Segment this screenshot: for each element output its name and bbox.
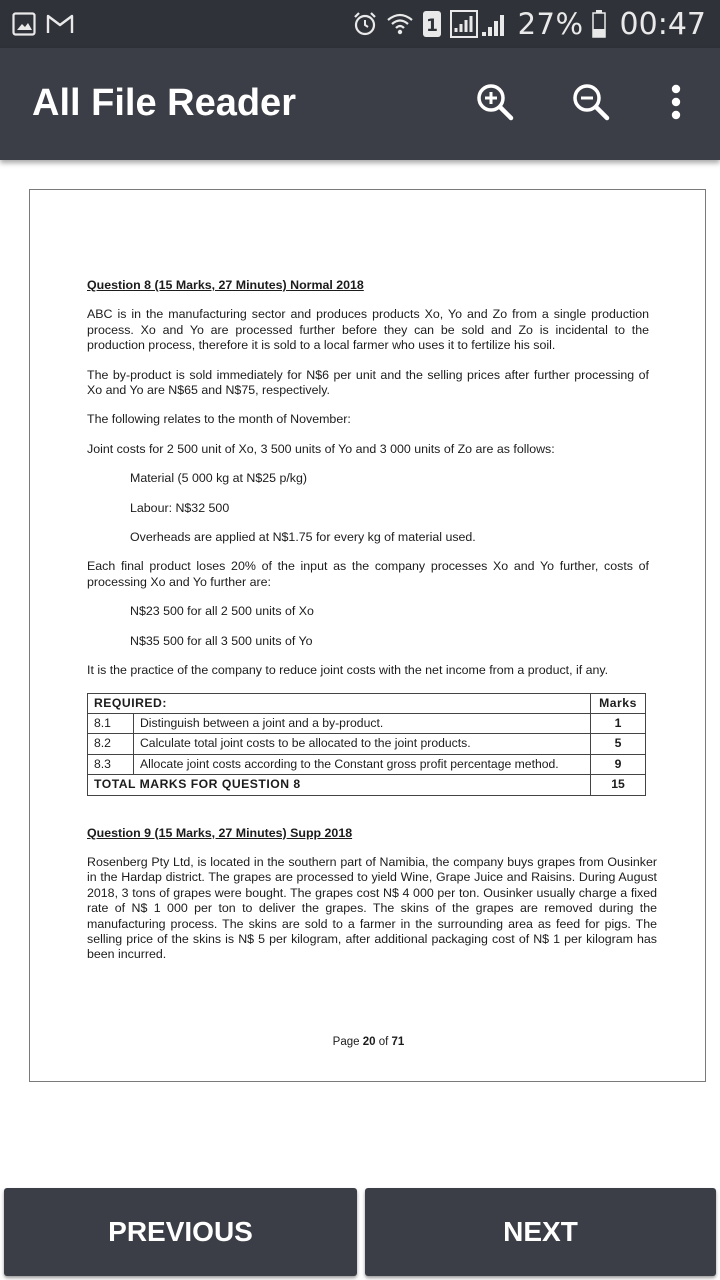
app-title: All File Reader [32,82,296,124]
required-table [87,693,646,796]
table-row [88,713,646,733]
zoom-out-icon [571,82,611,127]
zoom-in-button[interactable] [469,78,521,130]
row-text: Distinguish between a joint and a by-product. [134,713,591,733]
paragraph: It is the practice of the company to reduce joint costs with the net income from a product, if any. [87,663,609,678]
table-header-row [88,693,646,713]
clock: 00:47 [619,6,706,42]
svg-text:1: 1 [425,16,438,36]
paragraph: Each final product loses 20% of the input as the company processes Xo and Yo further, costs of processing Xo and Yo further are: [87,559,649,589]
gmail-icon [46,13,74,35]
page-footer [30,1036,707,1048]
total-marks: 15 [591,775,646,795]
indented-line: Labour: N$32 500 [130,500,230,515]
paragraph: ABC is in the manufacturing sector and produces products Xo, Yo and Zo from a single production process. Xo and Yo are processed further before they can be sold and Zo is incidental to the production process, therefore it is sold to a local farmer who uses it to fertilize his soil. [87,307,649,353]
required-header: REQUIRED: [88,693,591,713]
paragraph: Rosenberg Pty Ltd, is located in the southern part of Namibia, the company buys grapes from Ousinker in the Hardap district. The grapes are processed to yield Wine, Grape Juice and Raisins. During August 2018, 3 tons of grapes were bought. The grapes cost N$ 4 000 per ton. Ousinker usually charge a fixed rate of N$ 1 000 per ton to deliver the grapes. The skins of the grapes are removed during the manufacturing process. The skins are sold to a farmer in the surrounding area as feed for pigs. The selling price of the skins is N$ 5 per kilogram, after additional packaging cost of N$ 1 per kilogram has been incurred. [87,854,657,962]
question-9-title: Question 9 (15 Marks, 27 Minutes) Supp 2018 [87,825,353,840]
battery-icon [592,10,606,38]
app-bar [0,48,720,160]
table-row [88,734,646,754]
indented-line: N$23 500 for all 2 500 units of Xo [130,604,314,619]
row-marks: 5 [591,734,646,754]
marks-header: Marks [591,693,646,713]
total-label: TOTAL MARKS FOR QUESTION 8 [88,775,591,795]
more-vert-icon [670,84,682,125]
status-bar [0,0,720,48]
question-8-title: Question 8 (15 Marks, 27 Minutes) Normal 2018 [87,278,364,292]
row-number: 8.2 [88,734,134,754]
battery-percent: 27% [517,7,584,41]
alarm-icon [352,11,378,37]
paragraph: Joint costs for 2 500 unit of Xo, 3 500 units of Yo and 3 000 units of Zo are as follows: [87,441,555,456]
zoom-out-button[interactable] [565,78,617,130]
row-marks: 1 [591,713,646,733]
more-options-button[interactable] [650,78,702,130]
paragraph: The following relates to the month of November: [87,412,351,427]
total-pages: 71 [391,1036,405,1048]
wifi-icon [386,11,414,37]
row-text: Calculate total joint costs to be allocated to the joint products. [134,734,591,754]
gallery-icon [12,12,36,36]
indented-line: Overheads are applied at N$1.75 for every kg of material used. [130,530,476,545]
paragraph: The by-product is sold immediately for N$6 per unit and the selling prices after further processing of Xo and Yo are N$65 and N$75, respectively. [87,367,649,398]
indented-line: Material (5 000 kg at N$25 p/kg) [130,471,308,486]
indented-line: N$35 500 for all 3 500 units of Yo [130,633,313,648]
row-number: 8.1 [88,713,134,733]
row-text: Allocate joint costs according to the Constant gross profit percentage method. [134,754,591,774]
sim-icon [422,10,442,38]
table-row [88,754,646,774]
previous-button[interactable]: PREVIOUS [4,1188,357,1276]
document-page[interactable] [29,189,706,1082]
of-word: of [378,1036,389,1048]
document-content [87,278,657,963]
zoom-in-icon [475,82,515,127]
table-total-row [88,775,646,795]
row-marks: 9 [591,754,646,774]
page-word: Page [332,1036,360,1048]
signal-icon [450,10,510,38]
current-page: 20 [362,1036,376,1048]
row-number: 8.3 [88,754,134,774]
next-button[interactable]: NEXT [365,1188,716,1276]
